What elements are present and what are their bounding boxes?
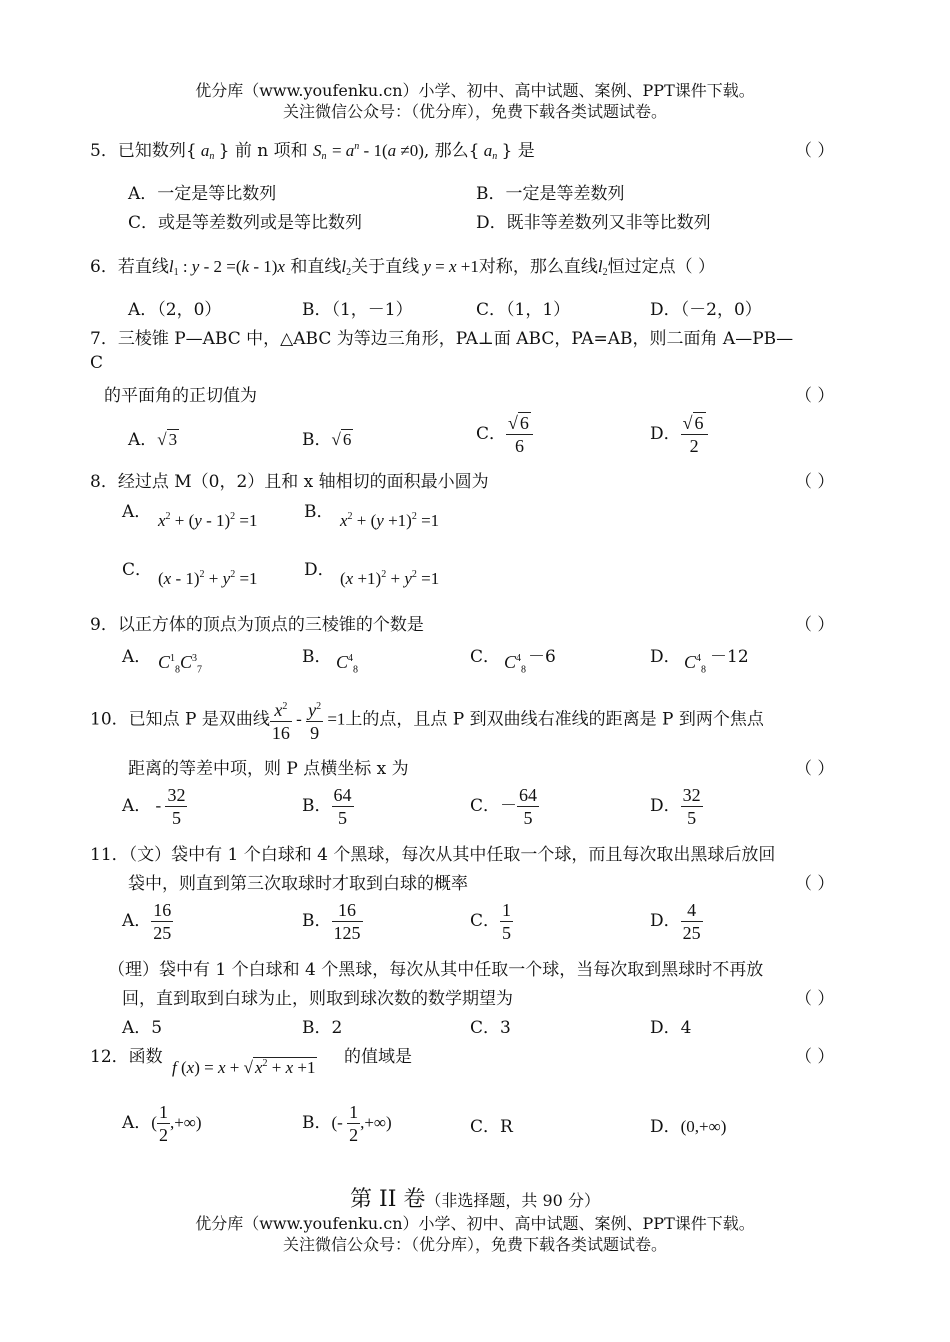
q11-option-c: C． $\frac{1}{5}$	[470, 900, 512, 943]
q9-option-c-label: C．	[470, 647, 501, 667]
q7-option-c: C． $\frac{√ 6}{6}$	[476, 412, 533, 457]
q7-line-3: 的平面角的正切值为	[104, 386, 257, 406]
q10-option-d: D． $\frac{32}{5}$	[650, 785, 701, 828]
q5-stem: 5．已知数列{ $a_n$ } 前 n 项和 $S_n = a^n - 1(a \ne 0)$, 那么{ $a_n$ } 是	[90, 141, 535, 162]
header-line-2: 关注微信公众号：（优分库），免费下载各类试题试卷。	[282, 102, 667, 121]
q12-stem-prefix: 12．函数	[90, 1047, 163, 1067]
q12-option-b: B．(- $\frac{1}{2}$ ,+∞)	[302, 1102, 392, 1145]
q9-option-b-label: B．	[302, 647, 332, 667]
q8-option-a-label: A．	[122, 502, 152, 522]
q5-option-a: A．一定是等比数列	[128, 184, 277, 204]
q9-option-c-formula: $C^4_8$	[504, 652, 527, 676]
q5-answer-blank[interactable]: （ ）	[795, 141, 835, 161]
q12-option-c: C．R	[470, 1117, 513, 1137]
q10-option-a: A． - $\frac{32}{5}$	[122, 785, 186, 828]
q9-option-a-label: A．	[122, 647, 152, 667]
q5-option-c: C．或是等差数列或是等比数列	[128, 213, 363, 233]
header-line-1: 优分库（www.youfenku.cn）小学、初中、高中试题、案例、PPT课件下载。	[195, 81, 755, 100]
q7-answer-blank[interactable]: （ ）	[795, 386, 835, 406]
q8-option-b-label: B．	[304, 502, 334, 522]
q10-stem: 10．已知点 P 是双曲线 $\frac{x^2}{16}$ - $\frac{y^2}{9}$ =1上的点，且点 P 到双曲线右准线的距离是 P 到两个焦点	[90, 696, 764, 744]
q11-option-d: D． $\frac{4}{25}$	[650, 900, 701, 943]
q8-option-c-formula: $(x - 1)^2 + y^2 =1$	[158, 569, 258, 588]
q10-answer-blank[interactable]: （ ）	[795, 759, 835, 779]
q11-li-line-1: （理）袋中有 1 个白球和 4 个黑球，每次从其中任取一个球，当每次取到黑球时不再放	[108, 960, 764, 980]
q11-li-option-d: D．4	[650, 1018, 692, 1038]
q10-option-c: C．－ $\frac{64}{5}$	[470, 785, 538, 828]
q10-line-2: 距离的等差中项，则 P 点横坐标 x 为	[128, 759, 409, 779]
q6-stem: 6．若直线$l_1$ : y - 2 =(k - 1)x 和直线$l_2$关于直线 y = x +1对称，那么直线$l_2$恒过定点（ ）	[90, 257, 715, 278]
q9-option-d-label: D．	[650, 647, 681, 667]
q7-line-1: 7．三棱锥 P—ABC 中，△ABC 为等边三角形，PA⊥面 ABC，PA=AB，则二面角 A—PB—	[90, 329, 794, 349]
q8-option-a-formula: $x^2 + (y - 1)^2 =1$	[158, 511, 258, 530]
q8-option-d-formula: $(x +1)^2 + y^2 =1$	[340, 569, 440, 588]
q12-answer-blank[interactable]: （ ）	[795, 1047, 835, 1067]
q12-option-d: D．(0,+∞)	[650, 1117, 727, 1137]
q9-option-d-formula: $C^4_8$	[684, 652, 707, 676]
q9-stem: 9．以正方体的顶点为顶点的三棱锥的个数是	[90, 615, 424, 635]
q6-option-a: A．（2，0）	[128, 300, 222, 320]
q9-option-d-tail: －12	[710, 647, 749, 667]
q11-li-answer-blank[interactable]: （ ）	[795, 989, 835, 1009]
q11-li-option-a: A．5	[122, 1018, 163, 1038]
q6-option-d: D．（－2，0）	[650, 300, 762, 320]
q12-option-a: A．( $\frac{1}{2}$ ,+∞)	[122, 1102, 202, 1145]
q11-line-2: 袋中，则直到第三次取球时才取到白球的概率	[128, 874, 468, 894]
q12-stem-suffix: 的值域是	[344, 1047, 412, 1067]
footer-line-2: 关注微信公众号：（优分库），免费下载各类试题试卷。	[282, 1235, 667, 1254]
q9-option-a-formula: $C^1_8C^3_7$	[158, 652, 203, 676]
q9-option-b-formula: $C^4_8$	[336, 652, 359, 676]
q9-answer-blank[interactable]: （ ）	[795, 615, 835, 635]
q5-option-d: D．既非等差数列又非等比数列	[476, 213, 711, 233]
q8-option-d-label: D．	[304, 560, 335, 580]
q7-line-2: C	[90, 353, 104, 373]
q11-li-option-b: B．2	[302, 1018, 343, 1038]
q7-option-a: A．√ 3	[128, 430, 178, 450]
q12-function: f (x) = x + √ $x^2 + x +1$	[172, 1058, 316, 1077]
q7-option-d: D． $\frac{√ 6}{2}$	[650, 412, 708, 457]
q8-stem: 8．经过点 M（0，2）且和 x 轴相切的面积最小圆为	[90, 472, 489, 492]
section-title: 第 II 卷（非选择题，共 90 分）	[350, 1187, 600, 1212]
q11-option-b: B． $\frac{16}{125}$	[302, 900, 361, 943]
q11-answer-blank[interactable]: （ ）	[795, 874, 835, 894]
q6-option-c: C．（1，1）	[476, 300, 571, 320]
q11-line-1: 11．（文）袋中有 1 个白球和 4 个黑球，每次从其中任取一个球，而且每次取出黑球后放回	[90, 845, 776, 865]
q10-option-b: B． $\frac{64}{5}$	[302, 785, 352, 828]
q8-option-b-formula: $x^2 + (y +1)^2 =1$	[340, 511, 440, 530]
q5-option-b: B．一定是等差数列	[476, 184, 625, 204]
q6-option-b: B．（1，－1）	[302, 300, 413, 320]
q8-answer-blank[interactable]: （ ）	[795, 472, 835, 492]
q8-option-c-label: C．	[122, 560, 153, 580]
q11-li-line-2: 回，直到取到白球为止，则取到球次数的数学期望为	[122, 989, 513, 1009]
q9-option-c-tail: －6	[528, 647, 556, 667]
q11-li-option-c: C．3	[470, 1018, 511, 1038]
q11-option-a: A． $\frac{16}{25}$	[122, 900, 172, 943]
q7-option-b: B．√ 6	[302, 430, 352, 450]
footer-line-1: 优分库（www.youfenku.cn）小学、初中、高中试题、案例、PPT课件下载。	[195, 1214, 755, 1233]
